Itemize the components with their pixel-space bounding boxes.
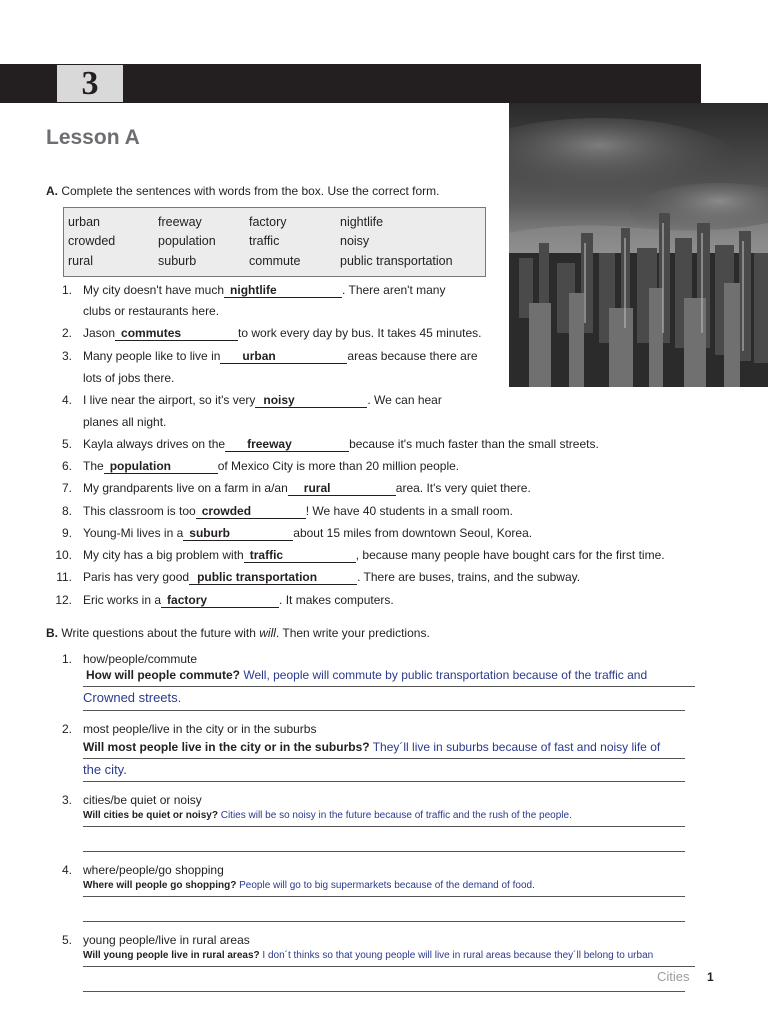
- city-skyline-photo: [509, 103, 768, 387]
- word-box-word: commute: [249, 254, 301, 268]
- written-answer: Cities will be so noisy in the future because of traffic and the rush of the people.: [217, 810, 572, 821]
- item-number: 2.: [61, 722, 72, 736]
- fill-blank[interactable]: freeway: [225, 437, 349, 452]
- list-item: This classroom is too crowded ! We have 40 students in a small room.: [83, 504, 513, 518]
- question-prompt: young people/live in rural areas: [83, 933, 250, 947]
- item-number: 1.: [61, 283, 72, 297]
- word-box: [63, 207, 486, 277]
- written-question: Where will people go shopping?: [83, 880, 237, 891]
- answer-line-text[interactable]: [83, 810, 572, 821]
- written-question: How will people commute?: [86, 668, 241, 682]
- list-item: Many people like to live in urban areas because there are: [83, 349, 478, 363]
- item-number: 2.: [61, 326, 72, 340]
- answer-line: [83, 921, 685, 922]
- word-box-word: noisy: [340, 234, 370, 248]
- fill-blank[interactable]: commutes: [115, 326, 238, 341]
- fill-blank[interactable]: urban: [220, 349, 347, 364]
- answer-line: [83, 851, 685, 852]
- item-number: 4.: [61, 863, 72, 877]
- item-number: 8.: [61, 504, 72, 518]
- question-prompt: cities/be quiet or noisy: [83, 793, 202, 807]
- item-number: 7.: [61, 481, 72, 495]
- footer-chapter-title: Cities: [657, 969, 690, 984]
- list-item: I live near the airport, so it's very noisy . We can hear: [83, 393, 442, 407]
- fill-blank[interactable]: noisy: [255, 393, 367, 408]
- fill-blank[interactable]: nightlife: [224, 283, 342, 298]
- fill-blank[interactable]: traffic: [244, 548, 356, 563]
- item-number: 6.: [61, 459, 72, 473]
- answer-line-text[interactable]: [83, 880, 535, 891]
- answer-line-text[interactable]: [83, 950, 653, 961]
- question-prompt: how/people/commute: [83, 652, 198, 666]
- item-number: 5.: [61, 437, 72, 451]
- answer-line: [83, 758, 685, 759]
- item-number: 11.: [56, 570, 72, 584]
- list-item: My grandparents live on a farm in a/an rural area. It's very quiet there.: [83, 481, 531, 495]
- word-box-word: public transportation: [340, 254, 453, 268]
- lesson-title: Lesson A: [46, 126, 140, 149]
- list-item-continuation: clubs or restaurants here.: [83, 304, 220, 318]
- answer-line: [83, 966, 695, 967]
- answer-line: [83, 826, 685, 827]
- written-question: Will cities be quiet or noisy?: [83, 810, 218, 821]
- answer-line: [83, 896, 685, 897]
- section-a-letter: A.: [46, 184, 58, 198]
- written-answer: Well, people will commute by public transportation because of the traffic and: [240, 668, 648, 682]
- item-number: 3.: [61, 793, 72, 807]
- fill-blank[interactable]: public transportation: [189, 570, 357, 585]
- list-item: Eric works in a factory . It makes computers.: [83, 593, 394, 607]
- word-box-word: freeway: [158, 215, 202, 229]
- fill-blank[interactable]: rural: [288, 481, 396, 496]
- answer-continuation[interactable]: the city.: [83, 762, 127, 777]
- section-b-instruction: B. Write questions about the future with will. Then write your predictions.: [46, 626, 430, 640]
- word-box-word: rural: [68, 254, 94, 268]
- written-answer: I don´t thinks so that young people will live in rural areas because they´ll belong to urban: [259, 950, 654, 961]
- item-number: 4.: [61, 393, 72, 407]
- word-box-word: population: [158, 234, 216, 248]
- answer-line-text[interactable]: [83, 740, 660, 754]
- answer-line: [83, 710, 685, 711]
- item-number: 5.: [61, 933, 72, 947]
- answer-continuation[interactable]: Crowned streets.: [83, 690, 182, 705]
- section-a-text: Complete the sentences with words from the box. Use the correct form.: [61, 184, 440, 198]
- item-number: 12.: [55, 593, 72, 607]
- item-number: 1.: [61, 652, 72, 666]
- word-box-word: suburb: [158, 254, 197, 268]
- item-number: 3.: [61, 349, 72, 363]
- word-box-word: urban: [68, 215, 100, 229]
- written-question: Will most people live in the city or in the suburbs?: [83, 740, 370, 754]
- item-number: 10.: [55, 548, 72, 562]
- fill-blank[interactable]: population: [104, 459, 218, 474]
- answer-line: [83, 686, 695, 687]
- written-answer: They´ll live in suburbs because of fast and noisy life of: [369, 740, 661, 754]
- answer-line: [83, 991, 685, 992]
- list-item: The population of Mexico City is more than 20 million people.: [83, 459, 460, 473]
- list-item: My city doesn't have much nightlife . There aren't many: [83, 283, 446, 297]
- unit-number: 3: [57, 65, 123, 102]
- list-item-continuation: lots of jobs there.: [83, 371, 175, 385]
- written-question: Will young people live in rural areas?: [83, 950, 260, 961]
- list-item: Young-Mi lives in a suburb about 15 miles from downtown Seoul, Korea.: [83, 526, 533, 540]
- section-b-letter: B.: [46, 626, 58, 640]
- city-skyline-image: [509, 103, 768, 387]
- word-box-word: traffic: [249, 234, 280, 248]
- section-a-instruction: [46, 184, 440, 198]
- list-item-continuation: planes all night.: [83, 415, 167, 429]
- list-item: Paris has very good public transportation . There are buses, trains, and the subway.: [83, 570, 581, 584]
- fill-blank[interactable]: crowded: [196, 504, 306, 519]
- page-number: 1: [707, 970, 714, 984]
- fill-blank[interactable]: suburb: [183, 526, 293, 541]
- fill-blank[interactable]: factory: [161, 593, 279, 608]
- list-item: Jason commutes to work every day by bus. It takes 45 minutes.: [83, 326, 482, 340]
- question-prompt: where/people/go shopping: [83, 863, 224, 877]
- word-box-word: nightlife: [340, 215, 384, 229]
- instruction-emphasis: will: [259, 626, 276, 640]
- question-prompt: most people/live in the city or in the suburbs: [83, 722, 317, 736]
- list-item: My city has a big problem with traffic , because many people have bought cars for the first time.: [83, 548, 665, 562]
- written-answer: People will go to big supermarkets because of the demand of food.: [236, 880, 535, 891]
- word-box-word: factory: [249, 215, 287, 229]
- item-number: 9.: [61, 526, 72, 540]
- answer-line-text[interactable]: [86, 668, 647, 682]
- list-item: Kayla always drives on the freeway because it's much faster than the small streets.: [83, 437, 599, 451]
- word-box-word: crowded: [68, 234, 116, 248]
- answer-line: [83, 781, 685, 782]
